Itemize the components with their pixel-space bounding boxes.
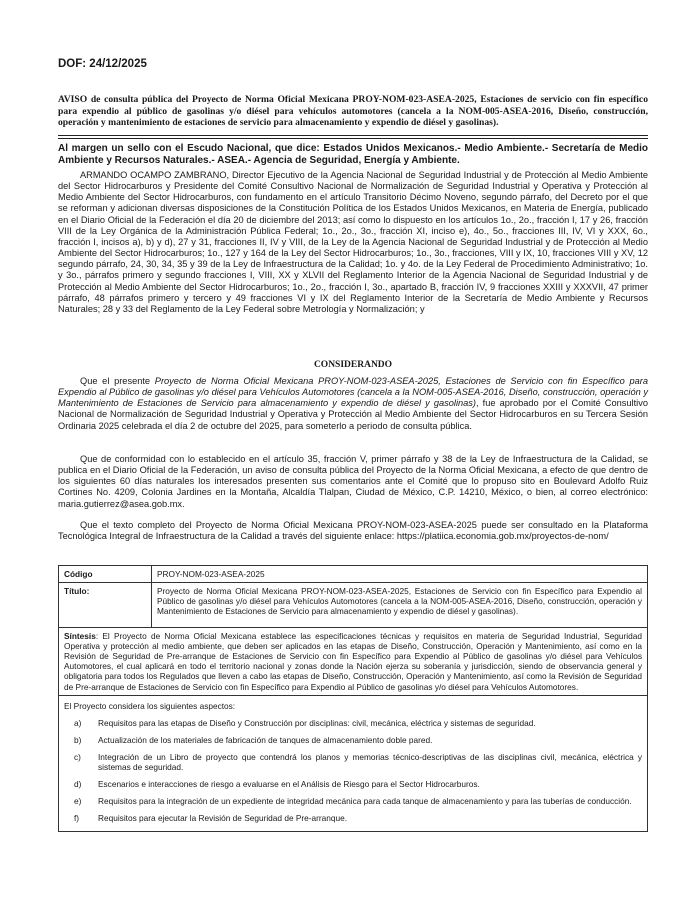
considerando-paragraph-2: Que de conformidad con lo establecido en el artículo 35, fracción V, primer párrafo y 38 de la Ley de Infraestructura de la Calidad, se publica en el Diario Oficial de la Federación, un aviso de consulta pública del Proyecto de la Norma Oficial Mexicana, a efecto de que dentro de los siguientes 60 días naturales los interesados presenten sus comentarios ante el Comité que lo propuso sito en Boulevard Adolfo Ruiz Cortines No. 4209, Colonia Jardines en la Montaña, Alcaldía Tlalpan, Ciudad de México, C.P. 14210, México, o bien, al correo electrónico: maria.gutierrez@asea.gob.mx. (58, 454, 648, 509)
sintesis-label: Síntesis (64, 631, 96, 642)
rule-top (58, 135, 648, 136)
aspects-list (64, 718, 642, 824)
rule-top-2 (58, 138, 648, 139)
list-item-letter: d) (74, 779, 82, 790)
intro-paragraph: ARMANDO OCAMPO ZAMBRANO, Director Ejecutivo de la Agencia Nacional de Seguridad Industrial y de Protección al Medio Ambiente del Sector Hidrocarburos y Presidente del Comité Consultivo Nacional de Normalización de Seguridad Industrial y Operativa y Protección al Medio Ambiente del Sector Hidrocarburos, con fundamento en el artículo Transitorio Décimo Noveno, segundo párrafo, del Decreto por el que se reforman y adicionan diversas disposiciones de la Constitución Política de los Estados Unidos Mexicanos, en Materia de Energía, publicado en el Diario Oficial de la Federación el día 20 de diciembre del 2013; así como lo dispuesto en los artículos 1o., 2o., fracción I, 17 y 26, fracción VIII de la Ley Orgánica de la Administración Pública Federal; 1o., 2o., 3o., fracción XI, inciso e), 4o., 5o., fracciones III, IV, VI y XXX, 6o., fracción I, incisos a), b) y d), 27 y 31, fracciones II, IV y VIII, de la Ley de la Agencia Nacional de Seguridad Industrial y de Protección al Medio Ambiente del Sector Hidrocarburos; 1o., 127 y 164 de la Ley del Sector Hidrocarburos; 1o., 3o., fracciones, VIII y IX, 10, fracciones VIII y XV, 12 segundo párrafo, 24, 30, 34, 35 y 39 de la Ley de Infraestructura de la Calidad; 1o. y 4o. de la Ley Federal de Procedimiento Administrativo; 1o. y 3o., párrafos primero y segundo fracciones I, VIII, XX y XLVII del Reglamento Interior de la Agencia Nacional de Seguridad Industrial y de Protección al Medio Ambiente del Sector Hidrocarburos; 1o., 2o., fracción I, 3o., apartado B, fracción IV, 9 fracciones XXIII y XXXVII, 47 primer párrafo, 48 párrafos primero y tercero y 49 fracciones VI y IX del Reglamento Interior de la Secretaría de Medio Ambiente y Recursos Naturales; 28 y 33 del Reglamento de la Ley Federal sobre Metrología y Normalización; y (58, 170, 648, 314)
titulo-value: Proyecto de Norma Oficial Mexicana PROY-NOM-023-ASEA-2025, Estaciones de Servicio con fin Específico para Expendio al Público de gasolinas y/o diésel para Vehículos Automotores (cancela a la NOM-005-ASEA-2016, Diseño, construcción, operación y Mantenimiento de Estaciones de Servicio para almacenamiento y expendio de diésel y gasolinas). (152, 583, 648, 628)
considerando-heading: CONSIDERANDO (313, 360, 393, 370)
aspects-intro: El Proyecto considera los siguientes aspectos: (64, 700, 236, 711)
list-item-text: Requisitos para ejecutar la Revisión de Seguridad de Pre-arranque. (98, 813, 348, 824)
list-item (64, 813, 642, 823)
list-item-letter: c) (74, 751, 81, 762)
considerando-1-lead: Que el presente (80, 376, 155, 386)
table-row-titulo (59, 583, 648, 628)
considerando-paragraph-1 (58, 376, 648, 432)
list-item (64, 735, 642, 745)
list-item-text: Escenarios e interacciones de riesgo a evaluarse en el Análisis de Riesgo para el Sector Hidrocarburos. (98, 779, 480, 790)
list-item (64, 779, 642, 789)
titulo-label: Título: (59, 583, 152, 628)
considerando-1-italic: Proyecto de Norma Oficial Mexicana PROY-NOM-023-ASEA-2025, Estaciones de Servicio con fin Específico para Expendio al Público de gasolinas y/o diésel para Vehículos Automotores (cancela a la NOM-005-ASEA-2016, Diseño, construcción, operación y Mantenimiento de Estaciones de Servicio para almacenamiento y expendio de diésel y gasolinas) (58, 376, 648, 409)
list-item-text: Integración de un Libro de proyecto que contendrá los planos y memorias técnico-descriptivas de las disciplinas civil, mecánica, eléctrica y sistemas de seguridad. (98, 751, 642, 773)
considerando-paragraph-3 (58, 520, 648, 542)
aviso-title: AVISO de consulta pública del Proyecto de Norma Oficial Mexicana PROY-NOM-023-ASEA-2025, Estaciones de servicio con fin específico para expendio al público de gasolinas y/o diésel para vehículos automotores (cancela a la NOM-005-ASEA-2016, Diseño, construcción, operación y mantenimiento de estaciones de servicio para almacenamiento y expendio de diésel y gasolinas). (58, 94, 648, 129)
seal-heading: Al margen un sello con el Escudo Nacional, que dice: Estados Unidos Mexicanos.- Medio Ambiente.- Secretaría de Medio Ambiente y Recursos Naturales.- ASEA.- Agencia de Seguridad, Energía y Ambiente. (58, 143, 648, 166)
aspects-cell (59, 695, 648, 832)
list-item-text: Actualización de los materiales de fabricación de tanques de almacenamiento doble pared. (98, 734, 433, 745)
project-info-table (58, 565, 648, 832)
table-row-aspects (59, 695, 648, 832)
sintesis-text: : El Proyecto de Norma Oficial Mexicana establece las especificaciones técnicas y requisitos en materia de Seguridad Industrial, Seguridad Operativa y protección al medio ambiente, que deben ser aplicados en las etapas de Diseño, Construcción, Operación y Mantenimiento, así como en la Revisión de Seguridad de Pre-arranque de Estaciones de Servicio con fin Específico para Expendio al Público de gasolinas y/o diésel para Vehículos Automotores, el cual aplicará en todo el territorio nacional y zonas donde la Nación ejerza su soberanía y jurisdicción, siendo de observancia general y obligatoria para todos los Regulados que lleven a cabo las etapas de Diseño, Construcción, Operación y Mantenimiento, así como la Revisión de Seguridad de Pre-arranque de Estaciones de Servicio con fin Específico para Expendio al Público de gasolinas y/o diésel para Vehículos Automotores. (64, 631, 642, 692)
list-item (64, 752, 642, 772)
list-item (64, 796, 642, 806)
sintesis-cell (59, 628, 648, 696)
dof-date: DOF: 24/12/2025 (58, 58, 147, 70)
list-item-letter: b) (74, 734, 82, 745)
table-row-sintesis (59, 628, 648, 696)
list-item-letter: e) (74, 796, 82, 807)
considerando-1-tail: , fue aprobado por el Comité Consultivo Nacional de Normalización de Seguridad Industrial y Operativa y Protección al Medio Ambiente del Sector Hidrocarburos en su Tercera Sesión Ordinaria 2025 celebrada el día 2 de octubre del 2025, para someterlo a periodo de consulta pública. (58, 398, 648, 431)
list-item-letter: a) (74, 717, 82, 728)
codigo-label: Código (59, 566, 152, 583)
considerando-3-text: Que el texto completo del Proyecto de Norma Oficial Mexicana PROY-NOM-023-ASEA-2025 puede ser consultado en la Plataforma Tecnológica Integral de Infraestructura de la Calidad a través del siguiente enlace: https://platiica.economia.gob.mx/proyectos-de-nom/ (58, 520, 648, 542)
table-row-codigo (59, 566, 648, 583)
codigo-value: PROY-NOM-023-ASEA-2025 (152, 566, 648, 583)
list-item (64, 718, 642, 728)
list-item-text: Requisitos para las etapas de Diseño y Construcción por disciplinas: civil, mecánica, eléctrica y sistemas de seguridad. (98, 717, 536, 728)
list-item-text: Requisitos para la integración de un expediente de integridad mecánica para cada tanque de almacenamiento y para las tuberías de conducción. (98, 796, 632, 807)
list-item-letter: f) (74, 813, 80, 824)
